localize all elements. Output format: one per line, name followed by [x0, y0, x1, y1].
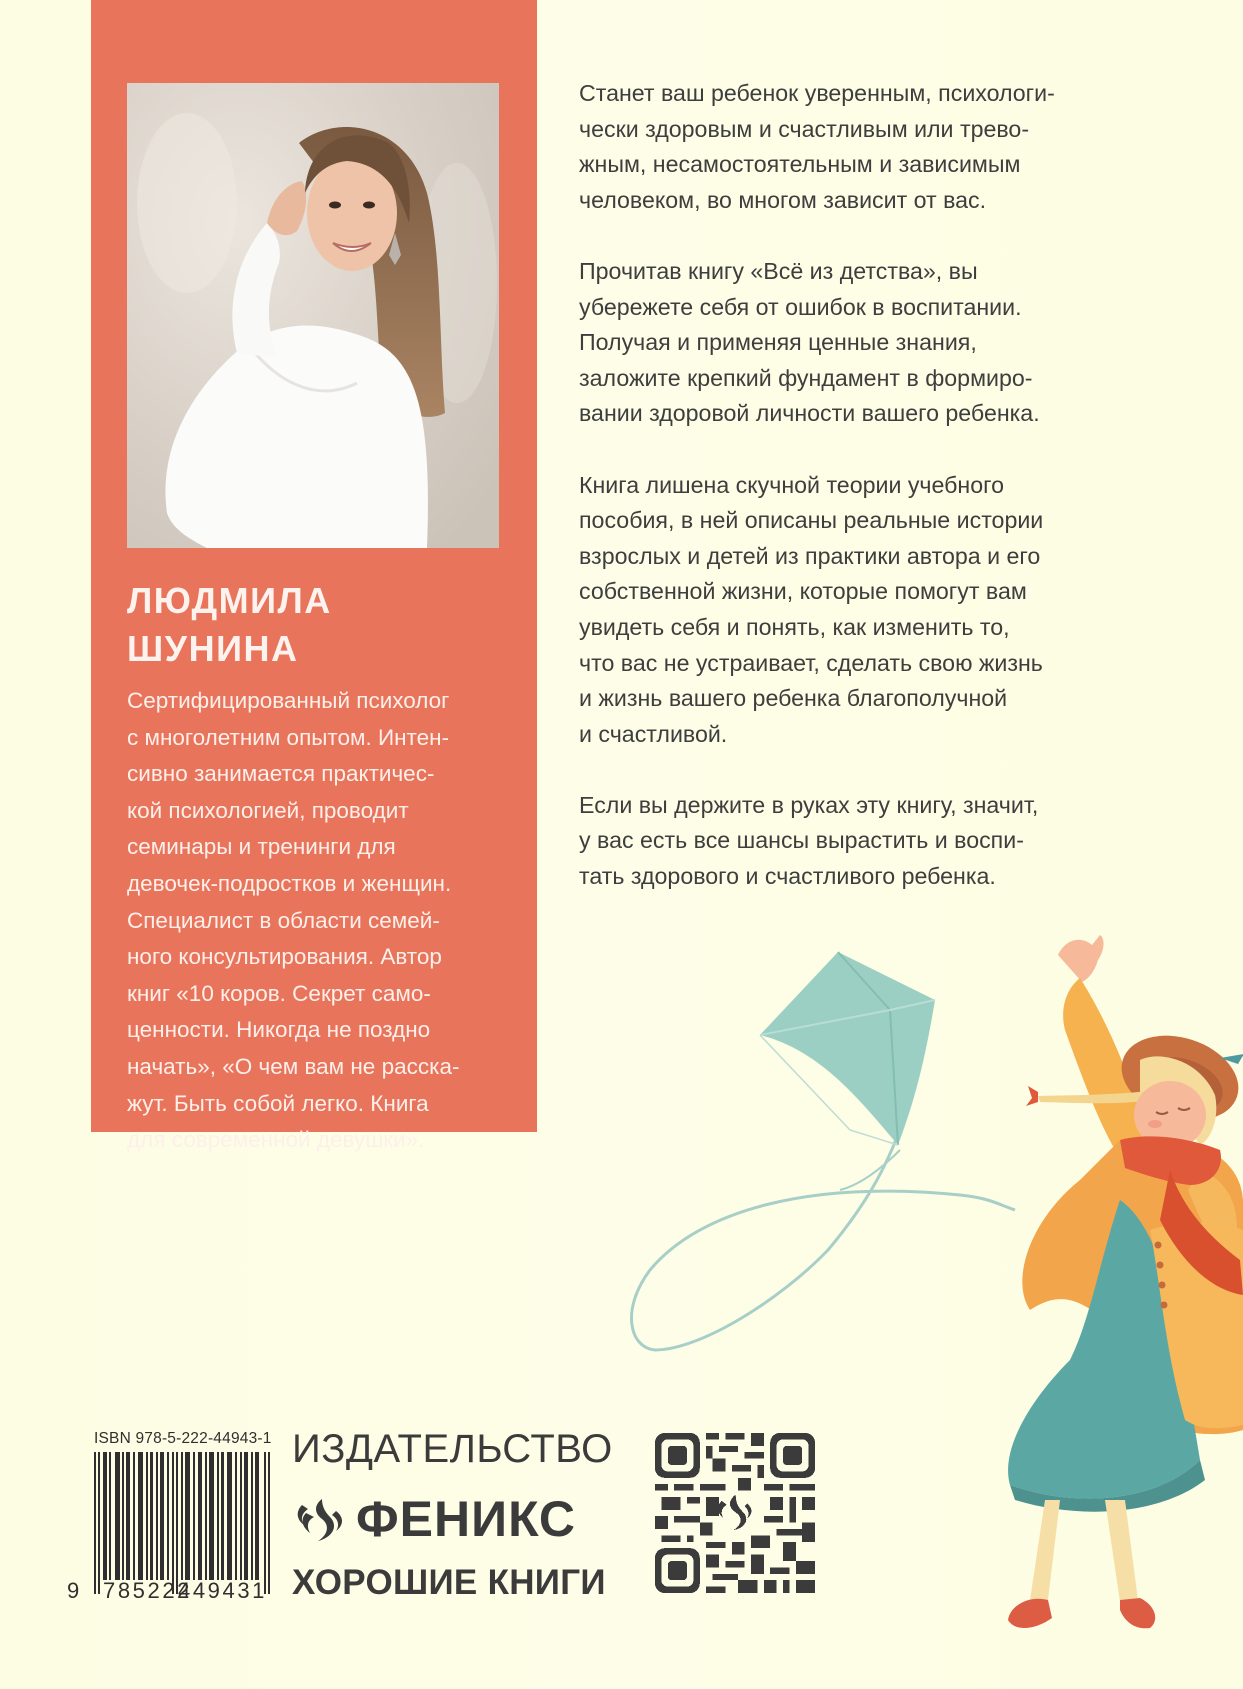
- author-first-name: ЛЮДМИЛА: [127, 580, 332, 621]
- description-line: тать здорового и счастливого ребенка.: [579, 863, 996, 890]
- description-line: жным, несамостоятельным и зависимым: [579, 151, 1021, 178]
- barcode-lead-digit: 9: [67, 1578, 82, 1603]
- description-line: вании здоровой личности вашего ребенка.: [579, 400, 1040, 427]
- barcode-digit-group: 785222: [103, 1578, 193, 1603]
- author-last-name: ШУНИНА: [127, 628, 299, 669]
- description-paragraph: [579, 468, 1179, 753]
- description-line: Если вы держите в руках эту книгу, значит,: [579, 791, 1039, 818]
- description-line: пособия, в ней описаны реальные истории: [579, 507, 1044, 534]
- description-paragraph: [579, 788, 1179, 895]
- author-portrait-icon: [127, 83, 499, 548]
- qr-code-icon[interactable]: [655, 1433, 815, 1593]
- publisher-block: [292, 1425, 642, 1615]
- isbn-barcode: [62, 1420, 277, 1620]
- bio-line: Специалист в области семей-: [127, 907, 440, 933]
- description-paragraph: [579, 76, 1179, 218]
- isbn-label: ISBN 978-5-222-44943-1: [94, 1430, 272, 1447]
- description-line: заложите крепкий фундамент в формиро-: [579, 364, 1033, 391]
- bio-line: книг «10 коров. Секрет само-: [127, 980, 431, 1006]
- description-line: взрослых и детей из практики автора и его: [579, 542, 1041, 569]
- description-paragraph: [579, 254, 1179, 432]
- phoenix-flame-icon: [292, 1495, 350, 1543]
- description-line: и счастливой.: [579, 720, 728, 747]
- publisher-slogan: ХОРОШИЕ КНИГИ: [292, 1563, 606, 1602]
- bio-line: семинары и тренинги для: [127, 834, 396, 860]
- publisher-name: ФЕНИКС: [356, 1491, 577, 1547]
- description-line: убережете себя от ошибок в воспитании.: [579, 293, 1022, 320]
- description-line: у вас есть все шансы вырастить и воспи-: [579, 827, 1024, 854]
- description-line: Книга лишена скучной теории учебного: [579, 471, 1004, 498]
- author-panel: [91, 0, 537, 1153]
- publisher-label: ИЗДАТЕЛЬСТВО: [292, 1427, 613, 1471]
- author-photo: [127, 83, 499, 548]
- bio-line: начать», «О чем вам не расска-: [127, 1053, 460, 1079]
- bio-line: ного консультирования. Автор: [127, 944, 442, 970]
- bio-line: жут. Быть собой легко. Книга: [127, 1090, 429, 1116]
- bio-line: ценности. Никогда не поздно: [127, 1017, 431, 1043]
- bio-line: сивно занимается практичес-: [127, 761, 435, 787]
- bio-line: девочек-подростков и женщин.: [127, 870, 452, 896]
- description-line: что вас не устраивает, сделать свою жизнь: [579, 649, 1043, 676]
- barcode-digit-group: 449431: [178, 1578, 268, 1603]
- description-line: Получая и применяя ценные знания,: [579, 329, 977, 356]
- bio-line: для современной девушки».: [127, 1127, 425, 1153]
- description-line: Станет ваш ребенок уверенным, психологи-: [579, 80, 1055, 106]
- bio-line: с многолетним опытом. Интен-: [127, 724, 450, 750]
- description-line: собственной жизни, которые помогут вам: [579, 578, 1027, 605]
- description-line: Прочитав книгу «Всё из детства», вы: [579, 257, 978, 284]
- bio-line: кой психологией, проводит: [127, 797, 409, 823]
- description-line: увидеть себя и понять, как изменить то,: [579, 613, 1010, 640]
- bio-line: Сертифицированный психолог: [127, 688, 450, 713]
- description-line: чески здоровым и счастливым или трево-: [579, 115, 1030, 142]
- author-bio: [127, 683, 527, 1159]
- description-line: человеком, во многом зависит от вас.: [579, 186, 987, 213]
- description-line: и жизнь вашего ребенка благополучной: [579, 685, 1008, 712]
- barcode-icon: [94, 1452, 272, 1594]
- author-name: [127, 577, 527, 673]
- book-description: [579, 76, 1179, 930]
- publisher-logo: [292, 1491, 576, 1547]
